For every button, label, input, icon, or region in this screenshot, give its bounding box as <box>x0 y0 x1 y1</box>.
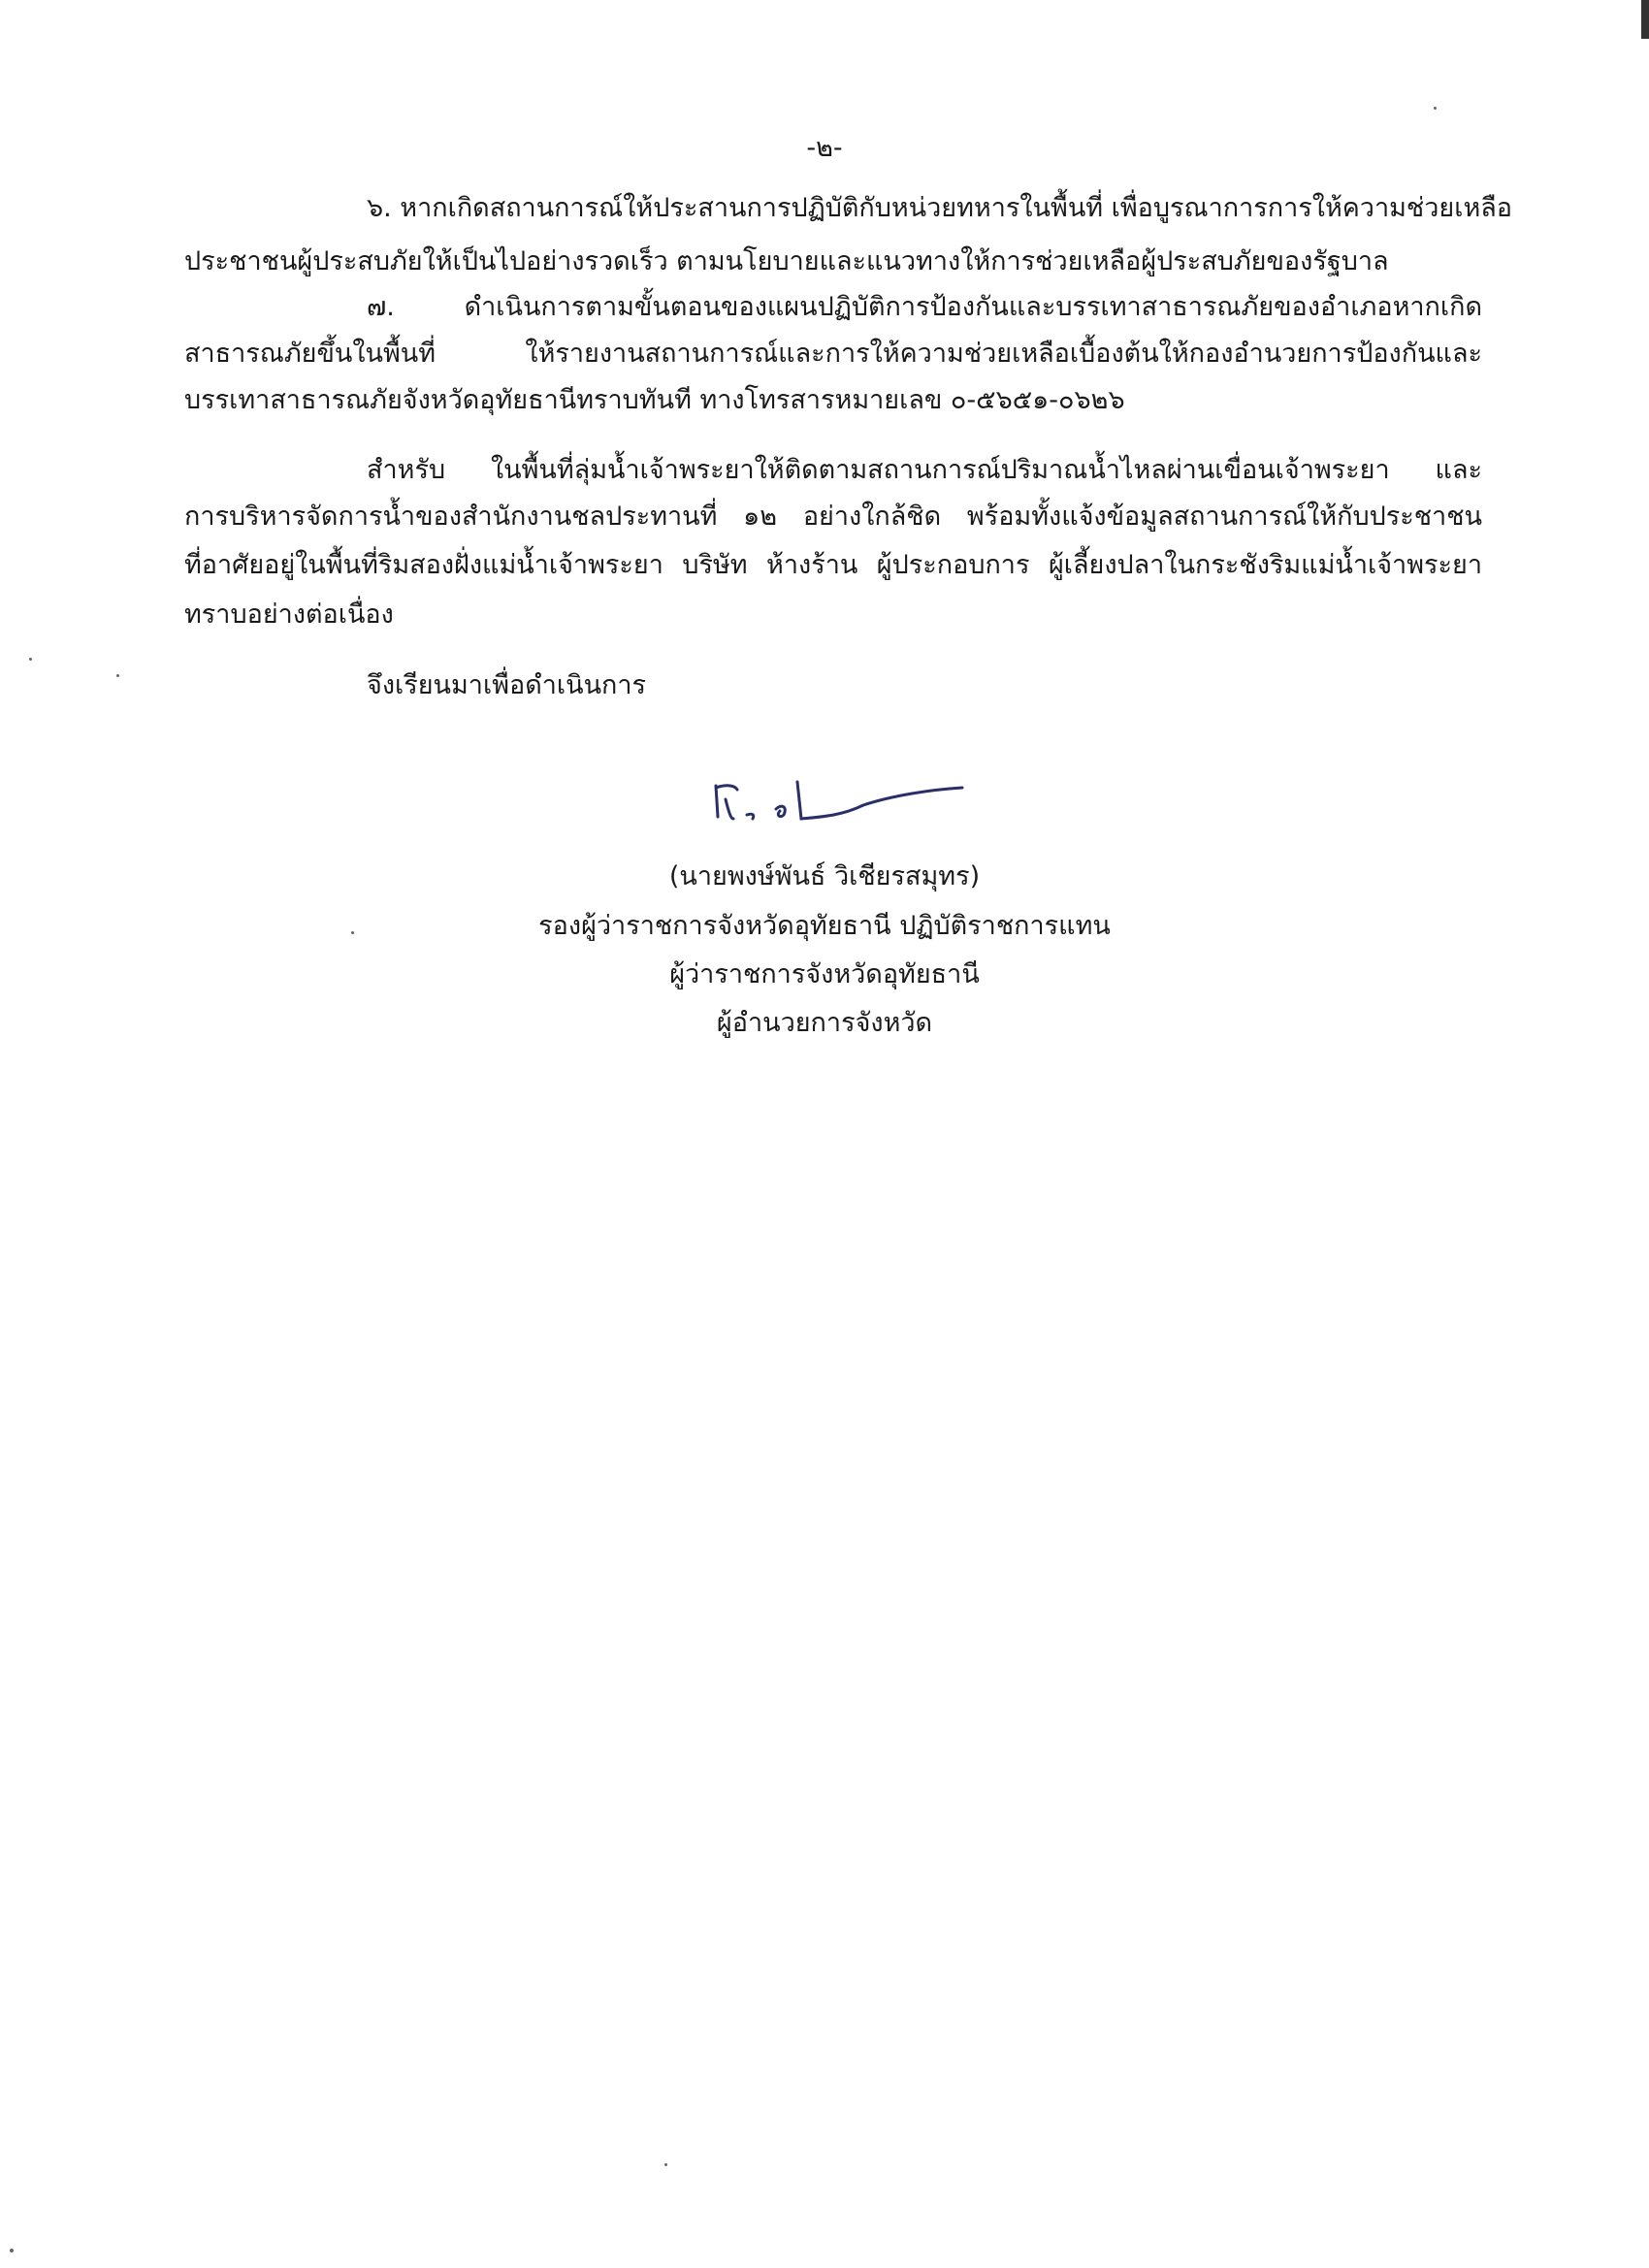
item7-line2: สาธารณภัยขึ้นในพื้นที่ ให้รายงานสถานการณ์และการให้ความช่วยเหลือเบื้องต้นให้กองอำนวยการป้องกันและ <box>184 339 1482 369</box>
river-paragraph-line4: ทราบอย่างต่อเนื่อง <box>184 599 394 630</box>
item6-line1: ๖. หากเกิดสถานการณ์ให้ประสานการปฏิบัติกับหน่วยทหารในพื้นที่ เพื่อบูรณาการการให้ความช่วยเหลือ <box>367 193 1513 223</box>
item7-line1: ๗. ดำเนินการตามขั้นตอนของแผนปฏิบัติการป้องกันและบรรเทาสาธารณภัยของอำเภอหากเกิด <box>367 292 1482 322</box>
page-number: -๒- <box>806 133 843 163</box>
item7-line3: บรรเทาสาธารณภัยจังหวัดอุทัยธานีทราบทันที ทางโทรสารหมายเลข ๐-๕๖๕๑-๐๖๒๖ <box>184 385 1125 415</box>
signatory-title-director: ผู้อำนวยการจังหวัด <box>716 1008 933 1038</box>
handwritten-signature <box>708 776 970 834</box>
scan-speck <box>664 2163 667 2166</box>
item6-line2: ประชาชนผู้ประสบภัยให้เป็นไปอย่างรวดเร็ว ตามนโยบายและแนวทางให้การช่วยเหลือผู้ประสบภัยของรัฐบาล <box>184 246 1389 276</box>
river-paragraph-line2: การบริหารจัดการน้ำของสำนักงานชลประทานที่ ๑๒ อย่างใกล้ชิด พร้อมทั้งแจ้งข้อมูลสถานการณ์ให้กับประชาชน <box>184 502 1482 532</box>
scan-speck <box>116 674 119 677</box>
scan-speck <box>10 2249 14 2252</box>
scan-edge-mark <box>1641 0 1649 39</box>
scan-speck <box>351 931 354 934</box>
river-paragraph-line3: ที่อาศัยอยู่ในพื้นที่ริมสองฝั่งแม่น้ำเจ้าพระยา บริษัท ห้างร้าน ผู้ประกอบการ ผู้เลี้ยงปลาในกระชังริมแม่น้ำเจ้าพระยา <box>184 550 1482 580</box>
signatory-title-deputy: รองผู้ว่าราชการจังหวัดอุทัยธานี ปฏิบัติราชการแทน <box>538 911 1111 941</box>
scan-speck <box>1434 107 1437 110</box>
signatory-name: (นายพงษ์พันธ์ วิเชียรสมุทร) <box>668 861 981 891</box>
signatory-title-governor: ผู้ว่าราชการจังหวัดอุทัยธานี <box>669 959 980 989</box>
scan-speck <box>29 658 32 661</box>
closing-line: จึงเรียนมาเพื่อดำเนินการ <box>367 670 647 700</box>
river-paragraph-line1: สำหรับ ในพื้นที่ลุ่มน้ำเจ้าพระยาให้ติดตามสถานการณ์ปริมาณน้ำไหลผ่านเขื่อนเจ้าพระยา และ <box>367 455 1482 485</box>
